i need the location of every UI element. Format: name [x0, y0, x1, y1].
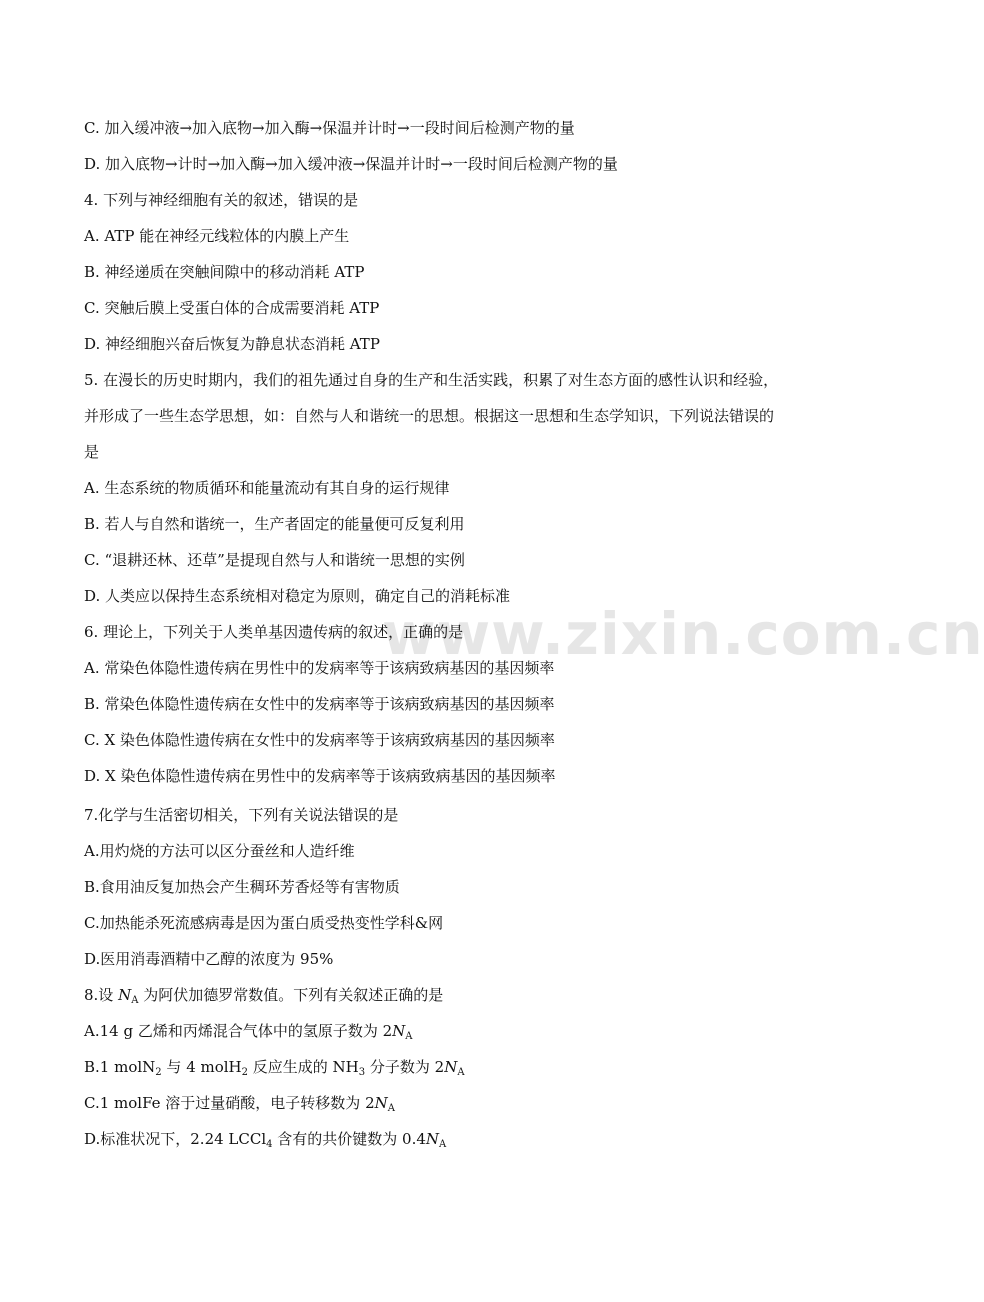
q8-option-b: B.1 molN$_2$ 与 4 molH$_2$ 反应生成的 $NH_3$ 分子数为 $2N_A$: [84, 1058, 465, 1078]
q3-option-c: C. 加入缓冲液→加入底物→加入酶→保温并计时→一段时间后检测产物的量: [84, 119, 575, 137]
q7-option-b: B.食用油反复加热会产生稠环芳香烃等有害物质: [84, 878, 400, 896]
q6-option-c: C. X 染色体隐性遗传病在女性中的发病率等于该病致病基因的基因频率: [84, 731, 555, 749]
q4-option-c: C. 突触后膜上受蛋白体的合成需要消耗 ATP: [84, 299, 380, 317]
q6-stem: 6. 理论上，下列关于人类单基因遗传病的叙述，正确的是: [84, 623, 464, 641]
q5-option-b: B. 若人与自然和谐统一，生产者固定的能量便可反复利用: [84, 515, 465, 533]
q7-option-c: C.加热能杀死流感病毒是因为蛋白质受热变性学科&网: [84, 914, 444, 932]
q4-option-b: B. 神经递质在突触间隙中的移动消耗 ATP: [84, 263, 365, 281]
q5-stem-line3: 是: [84, 443, 100, 461]
q5-stem-line2: 并形成了一些生态学思想，如：自然与人和谐统一的思想。根据这一思想和生态学知识，下列说法错误的: [84, 407, 775, 425]
q4-option-a: A. ATP 能在神经元线粒体的内膜上产生: [84, 227, 350, 245]
q7-option-a: A.用灼烧的方法可以区分蚕丝和人造纤维: [84, 842, 355, 860]
q6-option-a: A. 常染色体隐性遗传病在男性中的发病率等于该病致病基因的基因频率: [84, 659, 555, 677]
q5-option-a: A. 生态系统的物质循环和能量流动有其自身的运行规律: [84, 479, 450, 497]
q8-option-d: D.标准状况下，2.24 LCCl$_4$ 含有的共价键数为 $0.4N_A$: [84, 1130, 447, 1150]
q7-option-d: D.医用消毒酒精中乙醇的浓度为 95%: [84, 950, 334, 968]
q7-stem: 7.化学与生活密切相关，下列有关说法错误的是: [84, 806, 399, 824]
q5-stem-line1: 5. 在漫长的历史时期内，我们的祖先通过自身的生产和生活实践，积累了对生态方面的感性认识和经验，: [84, 371, 779, 389]
q3-option-d: D. 加入底物→计时→加入酶→加入缓冲液→保温并计时→一段时间后检测产物的量: [84, 155, 618, 173]
q6-option-b: B. 常染色体隐性遗传病在女性中的发病率等于该病致病基因的基因频率: [84, 695, 555, 713]
watermark: www.zixin.com.cn: [382, 600, 984, 668]
q8-option-c: C.1 molFe 溶于过量硝酸，电子转移数为 $2N_A$: [84, 1094, 395, 1114]
q8-option-a: A.14 g 乙烯和丙烯混合气体中的氢原子数为 $2N_A$: [84, 1022, 413, 1042]
q8-stem: 8.设 $N_A$ 为阿伏加德罗常数值。下列有关叙述正确的是: [84, 986, 444, 1006]
q6-option-d: D. X 染色体隐性遗传病在男性中的发病率等于该病致病基因的基因频率: [84, 767, 556, 785]
q4-stem: 4. 下列与神经细胞有关的叙述，错误的是: [84, 191, 359, 209]
q5-option-c: C. “退耕还林、还草”是提现自然与人和谐统一思想的实例: [84, 551, 465, 569]
q5-option-d: D. 人类应以保持生态系统相对稳定为原则，确定自己的消耗标准: [84, 587, 511, 605]
q4-option-d: D. 神经细胞兴奋后恢复为静息状态消耗 ATP: [84, 335, 380, 353]
